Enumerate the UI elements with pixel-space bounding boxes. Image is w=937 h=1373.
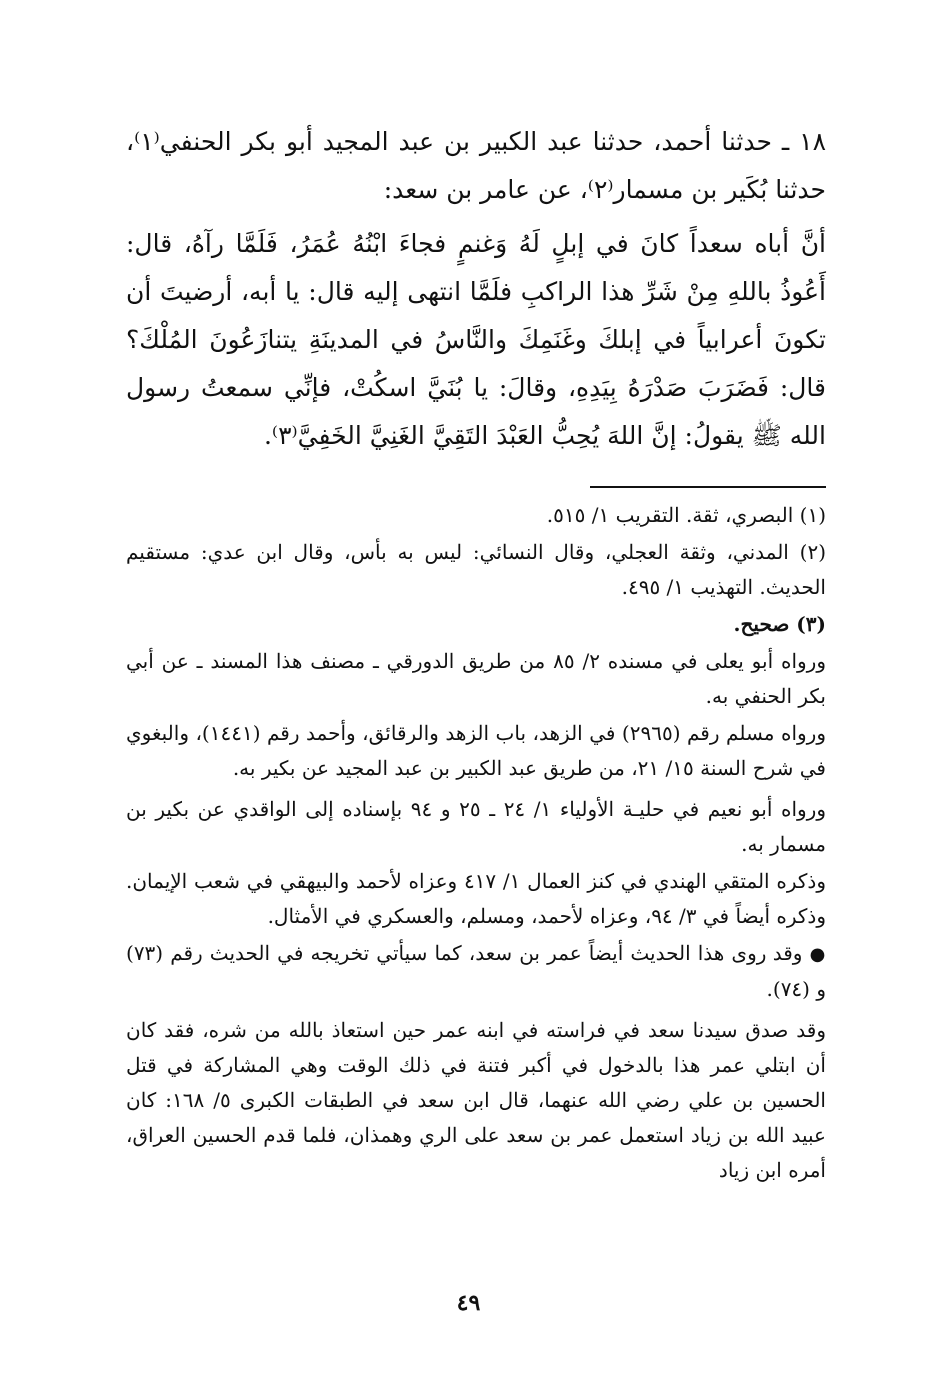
bullet-icon: ● [809, 944, 827, 965]
footnote-3-label: (٣) صحيح. [733, 612, 826, 636]
hadith-isnad: ١٨ ـ حدثنا أحمد، حدثنا عبد الكبير بن عبد المجيد أبو بكر الحنفي⁽١⁾، حدثنا بُكَير بن مسمار⁽٢⁾، عن عامر بن سعد: [126, 127, 826, 204]
footnote-bullet-text: وقد روى هذا الحديث أيضاً عمر بن سعد، كما سيأتي تخريجه في الحديث رقم (٧٣) و (٧٤). [126, 941, 826, 1001]
main-text [126, 118, 826, 460]
footnote-divider [590, 486, 826, 488]
footnote-2: (٢) المدني، وثقة العجلي، وقال النسائي: ليس به بأس، وقال ابن عدي: مستقيم الحديث. التهذيب ١/ ٤٩٥. [126, 540, 826, 599]
footnote-paragraph: ورواه أبو نعيم في حليـة الأولياء ١/ ٢٤ ـ ٢٥ و ٩٤ بإسناده إلى الواقدي عن بكير بن مسمار به. [126, 797, 826, 856]
footnote-paragraph-bulleted [126, 936, 826, 1007]
hadith-matn: أنَّ أباه سعداً كانَ في إبلٍ لَهُ وَغنمٍ فجاءَ ابْنُهُ عُمَرُ، فَلَمَّا رآهُ، قال: أَعُوذُ باللهِ مِنْ شَرِّ هذا الراكبِ فلَمَّا انتهى إليه قال: يا أبه، أرضيتَ أن تكونَ أعرابياً في إبلكَ وغَنَمِكَ والنَّاسُ في المدينَةِ يتنازَعُونَ المُلْكَ؟ قال: فَضَرَبَ صَدْرَهُ بِيَدِهِ، وقالَ: يا بُنَيَّ اسكُتْ، فإنِّي سمعتُ رسول الله ﷺ يقولُ: إنَّ اللهَ يُحِبُّ العَبْدَ التَقِيَّ الغَنِيَّ الخَفِيَّ⁽٣⁾. [126, 229, 826, 450]
page-number: ٤٩ [456, 1290, 481, 1316]
page-body [126, 118, 826, 1190]
footnote-paragraph: وقد صدق سيدنا سعد في فراسته في ابنه عمر حين استعاذ بالله من شره، فقد كان أن ابتلي عمر هذا بالدخول في أكبر فتنة في ذلك الوقت وهي المشاركة في قتل الحسين بن علي رضي الله عنهما، قال ابن سعد في الطبقات الكبرى ٥/ ١٦٨: كان عبيد الله بن زياد استعمل عمر بن سعد على الري وهمذان، فلما قدم الحسين العراق، أمره ابن زياد [126, 1018, 826, 1182]
footnote-paragraph: وذكره المتقي الهندي في كنز العمال ١/ ٤١٧ وعزاه لأحمد والبيهقي في شعب الإيمان. وذكره أيضاً في ٣/ ٩٤، وعزاه لأحمد، ومسلم، والعسكري في الأمثال. [126, 869, 826, 928]
footnote-1: (١) البصري، ثقة. التقريب ١/ ٥١٥. [546, 503, 826, 527]
footnote-paragraph: ورواه أبو يعلى في مسنده ٢/ ٨٥ من طريق الدورقي ـ مصنف هذا المسند ـ عن أبي بكر الحنفي به. [126, 649, 827, 708]
footnotes [126, 498, 826, 1188]
footnote-paragraph: ورواه مسلم رقم (٢٩٦٥) في الزهد، باب الزهد والرقائق، وأحمد رقم (١٤٤١)، والبغوي في شرح السنة ١٥/ ٢١، من طريق عبد الكبير بن عبد المجيد عن بكير به. [126, 721, 827, 780]
